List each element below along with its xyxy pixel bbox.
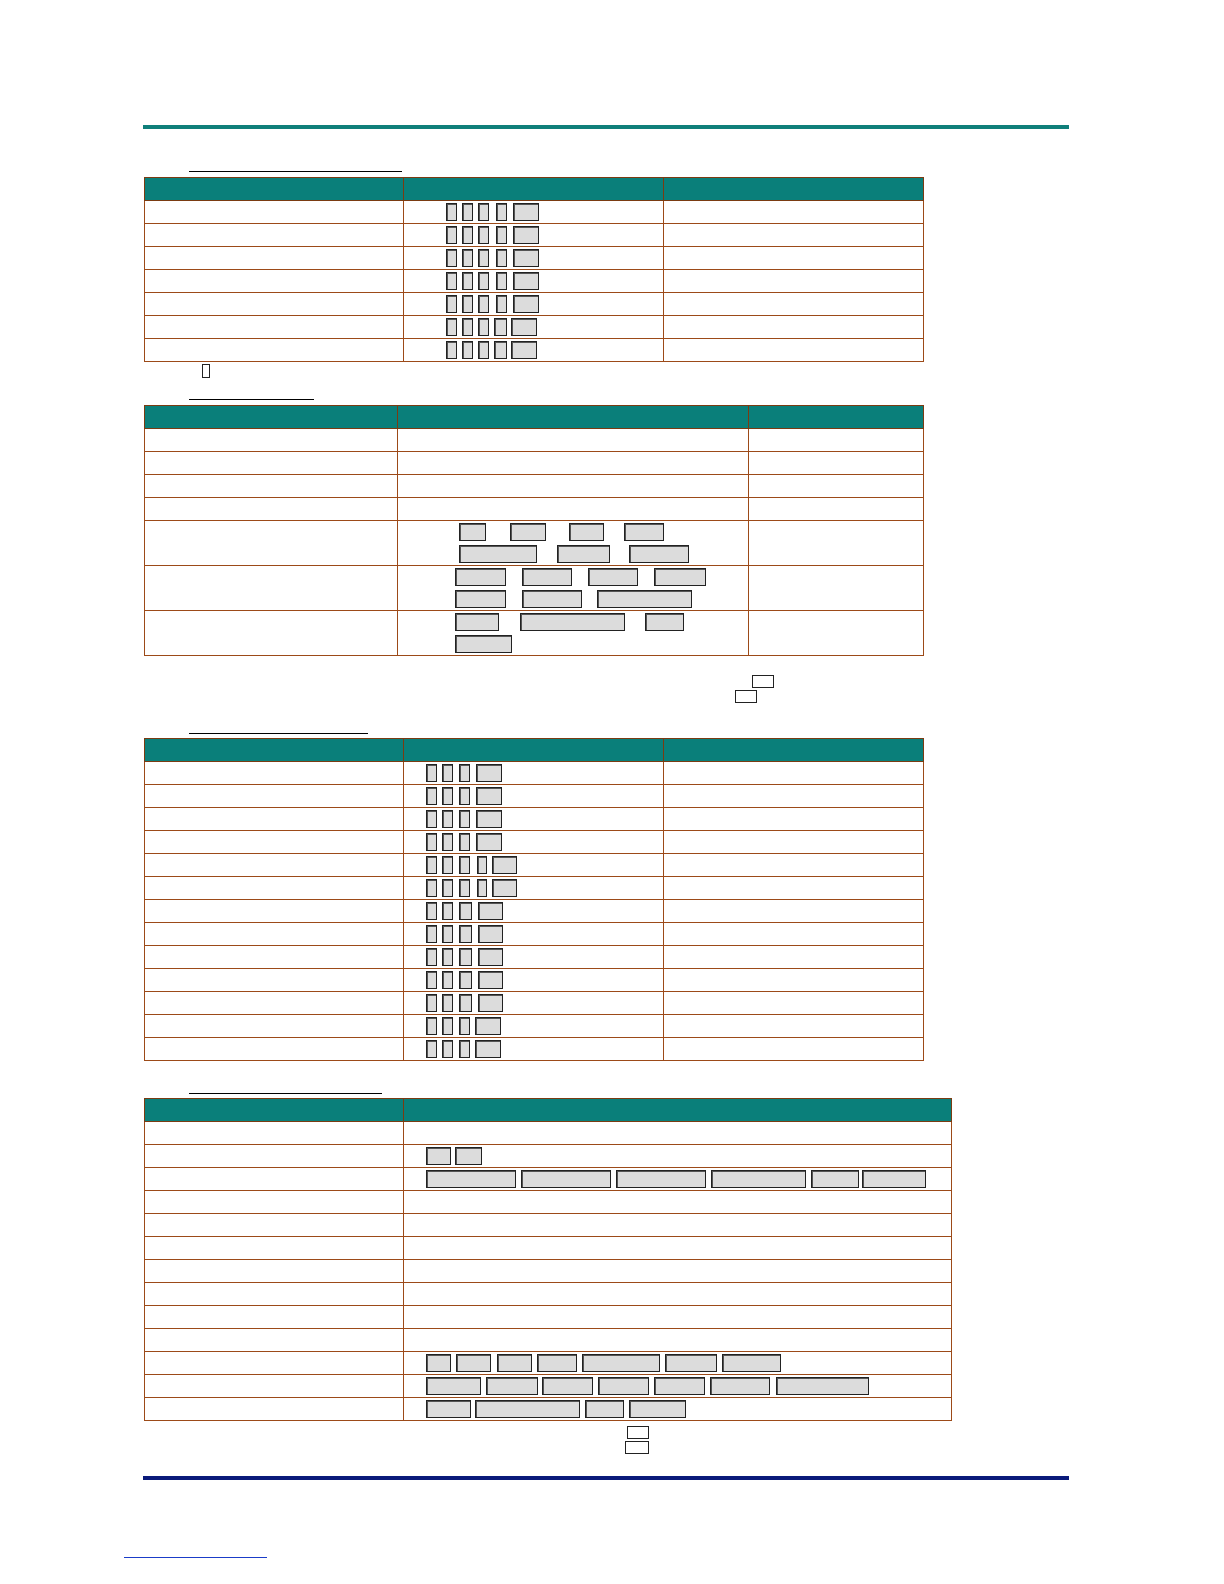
key-cap-icon bbox=[476, 810, 502, 828]
key-cap-icon bbox=[459, 523, 486, 541]
key-cap-icon bbox=[522, 590, 582, 608]
key-cap-icon bbox=[459, 971, 472, 989]
key-cap-icon bbox=[446, 203, 457, 221]
key-cap-icon bbox=[426, 1377, 481, 1395]
key-cap-icon bbox=[442, 902, 453, 920]
key-cap-icon bbox=[513, 249, 539, 267]
note-key-icon bbox=[627, 1426, 649, 1439]
key-cap-icon bbox=[455, 1147, 482, 1165]
key-cap-icon bbox=[442, 764, 453, 782]
key-cap-icon bbox=[426, 833, 437, 851]
key-cap-icon bbox=[426, 994, 437, 1012]
key-cap-icon bbox=[654, 1377, 705, 1395]
table-row bbox=[145, 1214, 952, 1237]
key-cap-icon bbox=[426, 971, 437, 989]
key-cap-icon bbox=[462, 295, 473, 313]
key-cap-icon bbox=[426, 787, 437, 805]
note-key-icon bbox=[625, 1441, 649, 1454]
key-cap-icon bbox=[459, 833, 470, 851]
table-row bbox=[145, 785, 924, 808]
key-cap-icon bbox=[442, 833, 453, 851]
key-cap-icon bbox=[459, 994, 472, 1012]
key-cap-icon bbox=[598, 1377, 649, 1395]
key-cap-icon bbox=[478, 994, 503, 1012]
key-cap-icon bbox=[496, 272, 507, 290]
key-cap-icon bbox=[478, 318, 489, 336]
key-cap-icon bbox=[711, 1170, 806, 1188]
key-cap-icon bbox=[459, 925, 472, 943]
key-cap-icon bbox=[426, 1147, 451, 1165]
table-row bbox=[145, 992, 924, 1015]
table-row bbox=[145, 224, 924, 247]
key-cap-icon bbox=[645, 613, 684, 631]
key-cap-icon bbox=[722, 1354, 781, 1372]
table-header-row bbox=[145, 1099, 952, 1122]
key-cap-icon bbox=[446, 272, 457, 290]
table-row bbox=[145, 1168, 952, 1191]
key-cap-icon bbox=[588, 568, 638, 586]
key-cap-icon bbox=[442, 856, 453, 874]
key-cap-icon bbox=[496, 203, 507, 221]
note-key-icon bbox=[752, 675, 774, 688]
key-cap-icon bbox=[426, 948, 437, 966]
key-cap-icon bbox=[426, 925, 437, 943]
key-cap-icon bbox=[442, 810, 453, 828]
key-cap-icon bbox=[569, 523, 604, 541]
key-cap-icon bbox=[496, 249, 507, 267]
key-cap-icon bbox=[521, 1170, 611, 1188]
key-cap-icon bbox=[462, 203, 473, 221]
section-heading-underline bbox=[189, 1093, 382, 1094]
table-row bbox=[145, 1283, 952, 1306]
key-cap-icon bbox=[426, 1170, 516, 1188]
key-cap-icon bbox=[513, 295, 539, 313]
table-row bbox=[145, 1015, 924, 1038]
key-cap-icon bbox=[459, 1040, 470, 1058]
note-key-icon bbox=[735, 690, 757, 703]
section-heading-underline bbox=[189, 399, 314, 400]
key-cap-icon bbox=[426, 1017, 437, 1035]
table-row bbox=[145, 946, 924, 969]
table-row bbox=[145, 201, 924, 224]
table-row bbox=[145, 611, 924, 656]
key-cap-icon bbox=[492, 879, 517, 897]
key-cap-icon bbox=[426, 1400, 471, 1418]
key-cap-icon bbox=[478, 948, 503, 966]
table-row bbox=[145, 339, 924, 362]
key-cap-icon bbox=[442, 1017, 453, 1035]
key-cap-icon bbox=[811, 1170, 859, 1188]
key-cap-icon bbox=[476, 787, 502, 805]
key-cap-icon bbox=[426, 764, 437, 782]
key-cap-icon bbox=[462, 341, 473, 359]
key-cap-icon bbox=[582, 1354, 660, 1372]
key-cap-icon bbox=[459, 764, 470, 782]
key-cap-icon bbox=[455, 568, 506, 586]
key-cap-icon bbox=[496, 295, 507, 313]
table-row bbox=[145, 762, 924, 785]
section-heading-underline bbox=[189, 171, 402, 172]
key-cap-icon bbox=[665, 1354, 717, 1372]
key-cap-icon bbox=[494, 341, 507, 359]
table-row bbox=[145, 1352, 952, 1375]
key-cap-icon bbox=[492, 856, 517, 874]
table-header-row bbox=[145, 739, 924, 762]
table-header-row bbox=[145, 406, 924, 429]
key-cap-icon bbox=[455, 635, 512, 653]
key-cap-icon bbox=[442, 994, 453, 1012]
key-cap-icon bbox=[455, 590, 506, 608]
key-cap-icon bbox=[478, 226, 489, 244]
key-cap-icon bbox=[557, 545, 610, 563]
key-cap-icon bbox=[497, 1354, 532, 1372]
key-cap-icon bbox=[478, 272, 489, 290]
key-cap-icon bbox=[629, 545, 689, 563]
key-cap-icon bbox=[477, 856, 487, 874]
key-cap-icon bbox=[475, 1017, 501, 1035]
key-cap-icon bbox=[616, 1170, 706, 1188]
table-row bbox=[145, 854, 924, 877]
key-cap-icon bbox=[511, 318, 537, 336]
key-cap-icon bbox=[446, 249, 457, 267]
table-row bbox=[145, 1237, 952, 1260]
key-cap-icon bbox=[442, 1040, 453, 1058]
key-cap-icon bbox=[459, 902, 472, 920]
key-cap-icon bbox=[426, 856, 437, 874]
key-cap-icon bbox=[462, 249, 473, 267]
key-cap-icon bbox=[459, 948, 472, 966]
table-row bbox=[145, 1329, 952, 1352]
key-cap-icon bbox=[426, 879, 437, 897]
key-cap-icon bbox=[442, 925, 453, 943]
table-row bbox=[145, 566, 924, 611]
key-cap-icon bbox=[459, 545, 537, 563]
table-row bbox=[145, 877, 924, 900]
table-1 bbox=[144, 177, 924, 362]
table-row bbox=[145, 1191, 952, 1214]
table-row bbox=[145, 831, 924, 854]
key-cap-icon bbox=[459, 1017, 470, 1035]
table-row bbox=[145, 1398, 952, 1421]
table-2 bbox=[144, 405, 924, 656]
footer-link-underline bbox=[124, 1557, 267, 1558]
key-cap-icon bbox=[426, 1040, 437, 1058]
key-cap-icon bbox=[494, 318, 507, 336]
key-cap-icon bbox=[510, 523, 546, 541]
key-cap-icon bbox=[478, 902, 503, 920]
key-cap-icon bbox=[537, 1354, 577, 1372]
key-cap-icon bbox=[654, 568, 706, 586]
table-row bbox=[145, 969, 924, 992]
key-cap-icon bbox=[511, 341, 537, 359]
table-row bbox=[145, 1306, 952, 1329]
table-row bbox=[145, 1122, 952, 1145]
key-cap-icon bbox=[462, 318, 473, 336]
key-cap-icon bbox=[520, 613, 625, 631]
key-cap-icon bbox=[446, 226, 457, 244]
key-cap-icon bbox=[442, 787, 453, 805]
key-cap-icon bbox=[446, 295, 457, 313]
key-cap-icon bbox=[477, 879, 487, 897]
section-heading-underline bbox=[189, 733, 368, 734]
key-cap-icon bbox=[426, 902, 437, 920]
key-cap-icon bbox=[459, 879, 470, 897]
key-cap-icon bbox=[597, 590, 692, 608]
header-rule bbox=[143, 125, 1069, 129]
key-cap-icon bbox=[478, 249, 489, 267]
key-cap-icon bbox=[522, 568, 572, 586]
key-cap-icon bbox=[542, 1377, 593, 1395]
key-cap-icon bbox=[475, 1400, 580, 1418]
key-cap-icon bbox=[629, 1400, 686, 1418]
key-cap-icon bbox=[776, 1377, 869, 1395]
key-cap-icon bbox=[486, 1377, 538, 1395]
table-row bbox=[145, 900, 924, 923]
table-row bbox=[145, 452, 924, 475]
table-row bbox=[145, 247, 924, 270]
key-cap-icon bbox=[624, 523, 664, 541]
table-row bbox=[145, 316, 924, 339]
table-row bbox=[145, 1145, 952, 1168]
table-row bbox=[145, 1038, 924, 1061]
table-row bbox=[145, 429, 924, 452]
key-cap-icon bbox=[456, 1354, 491, 1372]
key-cap-icon bbox=[513, 272, 539, 290]
table-row bbox=[145, 1375, 952, 1398]
table-row bbox=[145, 808, 924, 831]
table-row bbox=[145, 923, 924, 946]
table-row bbox=[145, 1260, 952, 1283]
table-row bbox=[145, 270, 924, 293]
key-cap-icon bbox=[459, 856, 470, 874]
table-row bbox=[145, 475, 924, 498]
table-row bbox=[145, 293, 924, 316]
key-cap-icon bbox=[476, 833, 502, 851]
key-cap-icon bbox=[442, 971, 453, 989]
key-cap-icon bbox=[478, 971, 503, 989]
key-cap-icon bbox=[862, 1170, 926, 1188]
key-cap-icon bbox=[478, 925, 503, 943]
key-cap-icon bbox=[459, 810, 470, 828]
table-3 bbox=[144, 738, 924, 1061]
table-row bbox=[145, 498, 924, 521]
key-cap-icon bbox=[426, 810, 437, 828]
key-cap-icon bbox=[496, 226, 507, 244]
key-cap-icon bbox=[442, 948, 453, 966]
key-cap-icon bbox=[475, 1040, 501, 1058]
note-key-icon bbox=[202, 364, 210, 378]
key-cap-icon bbox=[478, 341, 489, 359]
table-4 bbox=[144, 1098, 952, 1421]
key-cap-icon bbox=[459, 787, 470, 805]
key-cap-icon bbox=[462, 226, 473, 244]
key-cap-icon bbox=[513, 226, 539, 244]
key-cap-icon bbox=[478, 203, 489, 221]
key-cap-icon bbox=[513, 203, 539, 221]
key-cap-icon bbox=[585, 1400, 624, 1418]
key-cap-icon bbox=[446, 341, 457, 359]
table-header-row bbox=[145, 178, 924, 201]
key-cap-icon bbox=[462, 272, 473, 290]
key-cap-icon bbox=[478, 295, 489, 313]
key-cap-icon bbox=[446, 318, 457, 336]
key-cap-icon bbox=[426, 1354, 451, 1372]
table-row bbox=[145, 521, 924, 566]
footer-rule bbox=[143, 1476, 1069, 1480]
key-cap-icon bbox=[455, 613, 499, 631]
key-cap-icon bbox=[476, 764, 502, 782]
key-cap-icon bbox=[442, 879, 453, 897]
key-cap-icon bbox=[710, 1377, 770, 1395]
